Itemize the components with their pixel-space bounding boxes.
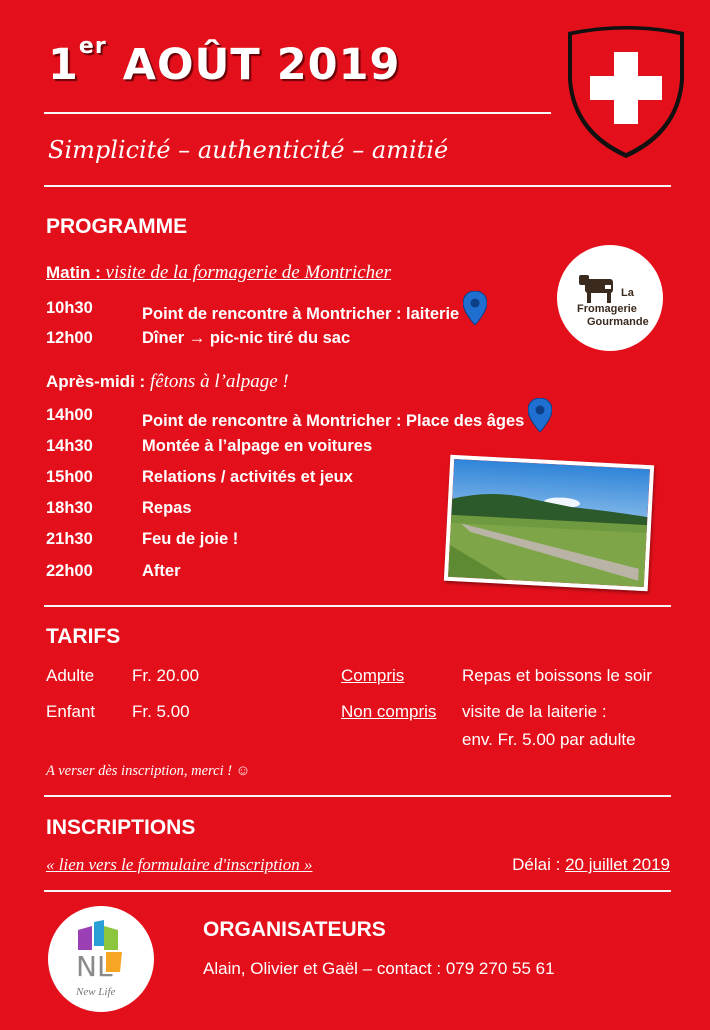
- programme-heading: PROGRAMME: [46, 215, 188, 238]
- schedule-row: [46, 406, 606, 430]
- inscriptions-heading: INSCRIPTIONS: [46, 816, 196, 839]
- schedule-time: 22h00: [46, 562, 93, 580]
- schedule-row: [46, 299, 546, 323]
- logo-letters: NL: [76, 950, 113, 983]
- payment-note: A verser dès inscription, merci ! ☺: [46, 763, 251, 779]
- divider: [44, 112, 551, 114]
- title-sup: er: [78, 34, 107, 59]
- compris-label: Compris: [341, 666, 405, 685]
- enfant-label: Enfant: [46, 702, 96, 721]
- schedule-activity: Montée à l’alpage en voitures: [142, 437, 373, 455]
- matin-line: [46, 262, 391, 284]
- schedule-time: 14h30: [46, 437, 93, 455]
- schedule-time: 10h30: [46, 299, 93, 317]
- compris-text: Repas et boissons le soir: [462, 666, 652, 685]
- map-pin-icon[interactable]: [528, 406, 552, 437]
- adulte-price: Fr. 20.00: [132, 666, 200, 685]
- divider: [44, 185, 671, 187]
- schedule-time: 12h00: [46, 329, 93, 347]
- title-day: 1: [48, 40, 79, 90]
- logo-fromagerie: Fromagerie: [577, 303, 637, 315]
- organisateurs-heading: ORGANISATEURS: [203, 918, 386, 941]
- schedule-time: 18h30: [46, 499, 93, 517]
- divider: [44, 890, 671, 892]
- logo-gourmande: Gourmande: [587, 316, 649, 328]
- tagline: Simplicité – authenticité – amitié: [48, 136, 449, 164]
- schedule-activity: Relations / activités et jeux: [142, 468, 353, 486]
- schedule-activity: Point de rencontre à Montricher : laiterie: [142, 299, 487, 330]
- cow-icon: [557, 245, 663, 351]
- schedule-time: 14h00: [46, 406, 93, 424]
- divider: [44, 795, 671, 797]
- fromagerie-logo: [557, 245, 663, 351]
- new-life-logo: [48, 906, 154, 1012]
- organisateurs-contact: Alain, Olivier et Gaël – contact : 079 270 55 61: [203, 959, 555, 978]
- enfant-price: Fr. 5.00: [132, 702, 190, 721]
- schedule-time: 21h30: [46, 530, 93, 548]
- logo-la: La: [621, 287, 634, 299]
- title-rest: AOÛT 2019: [122, 40, 401, 90]
- swiss-shield-icon: [562, 22, 690, 162]
- map-pin-icon[interactable]: [463, 299, 487, 330]
- schedule-activity: After: [142, 562, 181, 580]
- adulte-label: Adulte: [46, 666, 95, 685]
- tarifs-heading: TARIFS: [46, 625, 121, 648]
- apres-label: Après-midi :: [46, 372, 146, 391]
- page-title: [48, 34, 401, 90]
- deadline-date: 20 juillet 2019: [565, 855, 670, 874]
- schedule-activity: Feu de joie !: [142, 530, 239, 548]
- logo-caption: New Life: [76, 986, 116, 998]
- matin-text: visite de la formagerie de Montricher: [100, 262, 391, 283]
- schedule-time: 15h00: [46, 468, 93, 486]
- registration-form-link[interactable]: « lien vers le formulaire d'inscription »: [46, 855, 313, 874]
- matin-label: Matin :: [46, 263, 101, 282]
- deadline: [512, 855, 670, 875]
- schedule-row: [46, 329, 546, 353]
- schedule-activity: Point de rencontre à Montricher : Place des âges: [142, 406, 552, 437]
- apres-text: fêtons à l’alpage !: [145, 371, 289, 392]
- non-compris-label: Non compris: [341, 702, 437, 721]
- apres-midi-line: [46, 371, 289, 393]
- schedule-activity: Dîner → pic-nic tiré du sac: [142, 329, 351, 347]
- deadline-label: Délai :: [512, 855, 566, 874]
- alpage-photo: [444, 455, 654, 592]
- divider: [44, 605, 671, 607]
- non-compris-text-2: env. Fr. 5.00 par adulte: [462, 730, 636, 749]
- schedule-activity: Repas: [142, 499, 192, 517]
- non-compris-text-1: visite de la laiterie :: [462, 702, 607, 721]
